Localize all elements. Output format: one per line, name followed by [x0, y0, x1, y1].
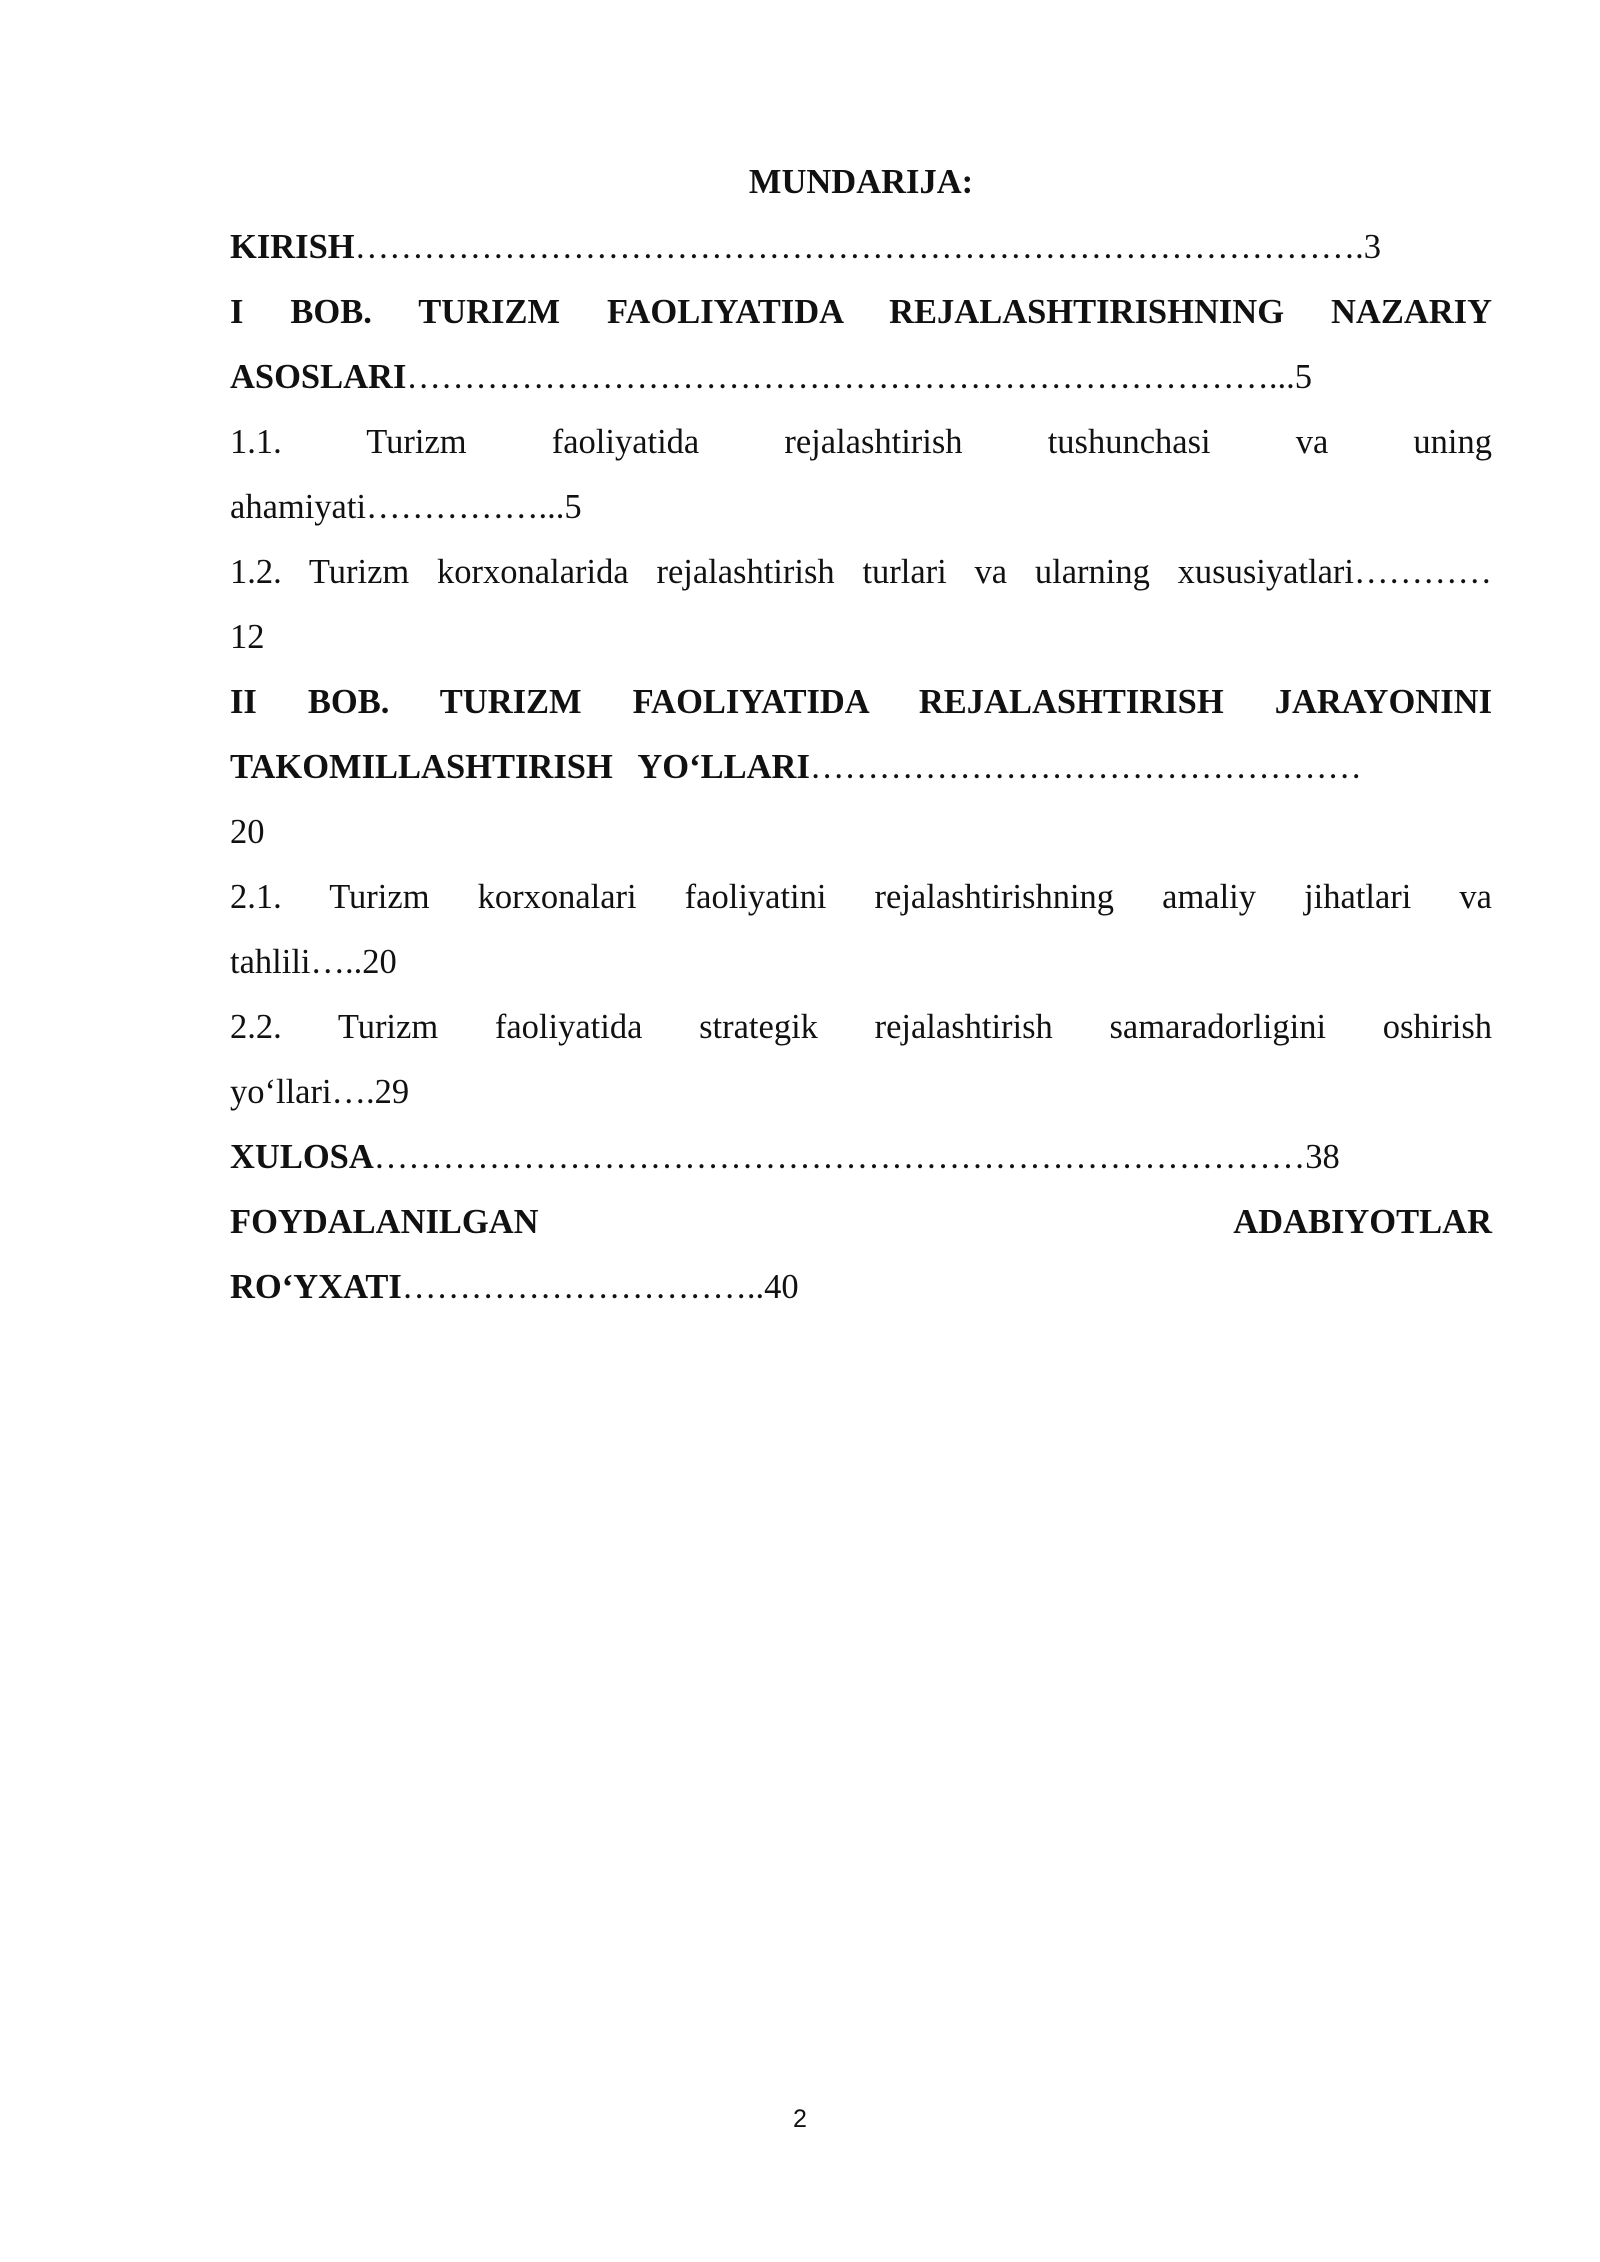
toc-entry-label: ASOSLARI: [230, 358, 407, 396]
toc-entry-label: KIRISH: [230, 228, 355, 266]
toc-title: MUNDARIJA:: [748, 163, 974, 201]
toc-entry-1-2-line1[interactable]: 1.2. Turizm korxonalarida rejalashtirish turlari va ularning xususiyatlari…………: [230, 553, 1492, 591]
toc-entry-bob1-line1[interactable]: I BOB. TURIZM FAOLIYATIDA REJALASHTIRISHNING NAZARIY: [230, 293, 1492, 331]
toc-entry-1-2-line2[interactable]: 12: [230, 618, 265, 656]
toc-entry-2-2-line2[interactable]: yo‘llari….29: [230, 1073, 410, 1111]
toc-entry-bob2-line3[interactable]: 20: [230, 813, 265, 851]
toc-entry-bob2-line1[interactable]: II BOB. TURIZM FAOLIYATIDA REJALASHTIRISH JARAYONINI: [230, 683, 1492, 721]
toc-entry-leader: ………………………………………………………………………38: [373, 1138, 1340, 1176]
toc-entry-kirish[interactable]: [230, 215, 1492, 280]
toc-entry-leader: …………………………………………………………………...5: [406, 358, 1313, 396]
page-number: 2: [793, 2105, 807, 2133]
toc-entry-1-1-line2[interactable]: ahamiyati……………...5: [230, 488, 582, 526]
toc-entry-leader: …………………………………………: [809, 748, 1362, 786]
toc-entry-label: RO‘YXATI: [230, 1268, 402, 1306]
toc-entry-2-2-line1[interactable]: 2.2. Turizm faoliyatida strategik rejalashtirish samaradorligini oshirish: [230, 1008, 1492, 1046]
toc-entry-adabiyotlar-line1[interactable]: FOYDALANILGAN ADABIYOTLAR: [230, 1203, 1492, 1241]
toc-entry-label: XULOSA: [230, 1138, 374, 1176]
toc-entry-2-1-line1[interactable]: 2.1. Turizm korxonalari faoliyatini rejalashtirishning amaliy jihatlari va: [230, 878, 1492, 916]
toc-entry-xulosa[interactable]: [230, 1125, 1492, 1190]
toc-entry-bob2-line2[interactable]: [230, 735, 1492, 800]
toc-entry-1-1-line1[interactable]: 1.1. Turizm faoliyatida rejalashtirish tushunchasi va uning: [230, 423, 1492, 461]
toc-entry-bob1-line2[interactable]: [230, 345, 1492, 410]
table-of-contents: [230, 150, 1492, 1320]
toc-entry-label: TAKOMILLASHTIRISH YO‘LLARI: [230, 748, 810, 786]
toc-entry-2-1-line2[interactable]: tahlili…..20: [230, 943, 397, 981]
toc-entry-leader: …………………………………………………………………………….3: [354, 228, 1381, 266]
toc-entry-adabiyotlar-line2[interactable]: [230, 1255, 1492, 1320]
toc-entry-leader: …………………………..40: [401, 1268, 799, 1306]
